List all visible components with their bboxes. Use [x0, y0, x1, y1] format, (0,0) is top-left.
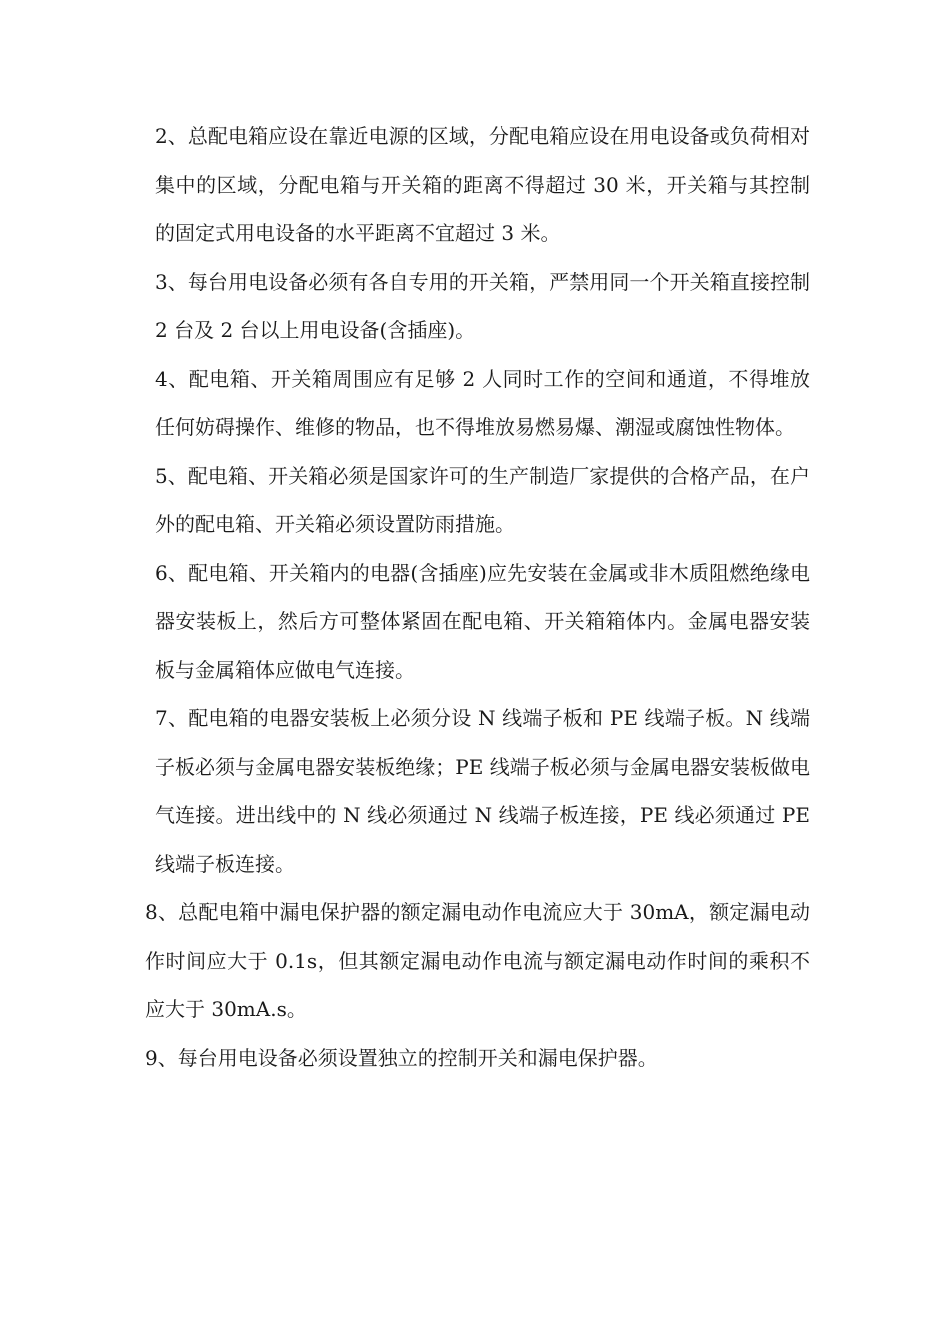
paragraph-item-2: 2、总配电箱应设在靠近电源的区域，分配电箱应设在用电设备或负荷相对集中的区域，分配电箱与开关箱的距离不得超过 30 米，开关箱与其控制的固定式用电设备的水平距离不宜超过 3 米。 — [155, 124, 810, 245]
paragraph-item-4: 4、配电箱、开关箱周围应有足够 2 人同时工作的空间和通道，不得堆放任何妨碍操作、维修的物品，也不得堆放易燃易爆、潮湿或腐蚀性物体。 — [155, 366, 810, 439]
paragraph-item-8: 8、总配电箱中漏电保护器的额定漏电动作电流应大于 30mA，额定漏电动作时间应大于 0.1s，但其额定漏电动作电流与额定漏电动作时间的乘积不应大于 30mA.s。 — [145, 900, 810, 1021]
paragraph-item-9: 9、每台用电设备必须设置独立的控制开关和漏电保护器。 — [145, 1045, 658, 1070]
paragraph-item-7: 7、配电箱的电器安装板上必须分设 N 线端子板和 PE 线端子板。N 线端子板必须与金属电器安装板绝缘；PE 线端子板必须与金属电器安装板做电气连接。进出线中的 N 线必须通过 N 线端子板连接，PE 线必须通过 PE 线端子板连接。 — [155, 706, 810, 876]
paragraph-item-5: 5、配电箱、开关箱必须是国家许可的生产制造厂家提供的合格产品，在户外的配电箱、开关箱必须设置防雨措施。 — [155, 463, 810, 536]
paragraph-item-3: 3、每台用电设备必须有各自专用的开关箱，严禁用同一个开关箱直接控制 2 台及 2 台以上用电设备(含插座)。 — [155, 269, 810, 342]
paragraph-item-6: 6、配电箱、开关箱内的电器(含插座)应先安装在金属或非木质阻燃绝缘电器安装板上，然后方可整体紧固在配电箱、开关箱箱体内。金属电器安装板与金属箱体应做电气连接。 — [155, 560, 810, 682]
document-page — [145, 112, 810, 1082]
